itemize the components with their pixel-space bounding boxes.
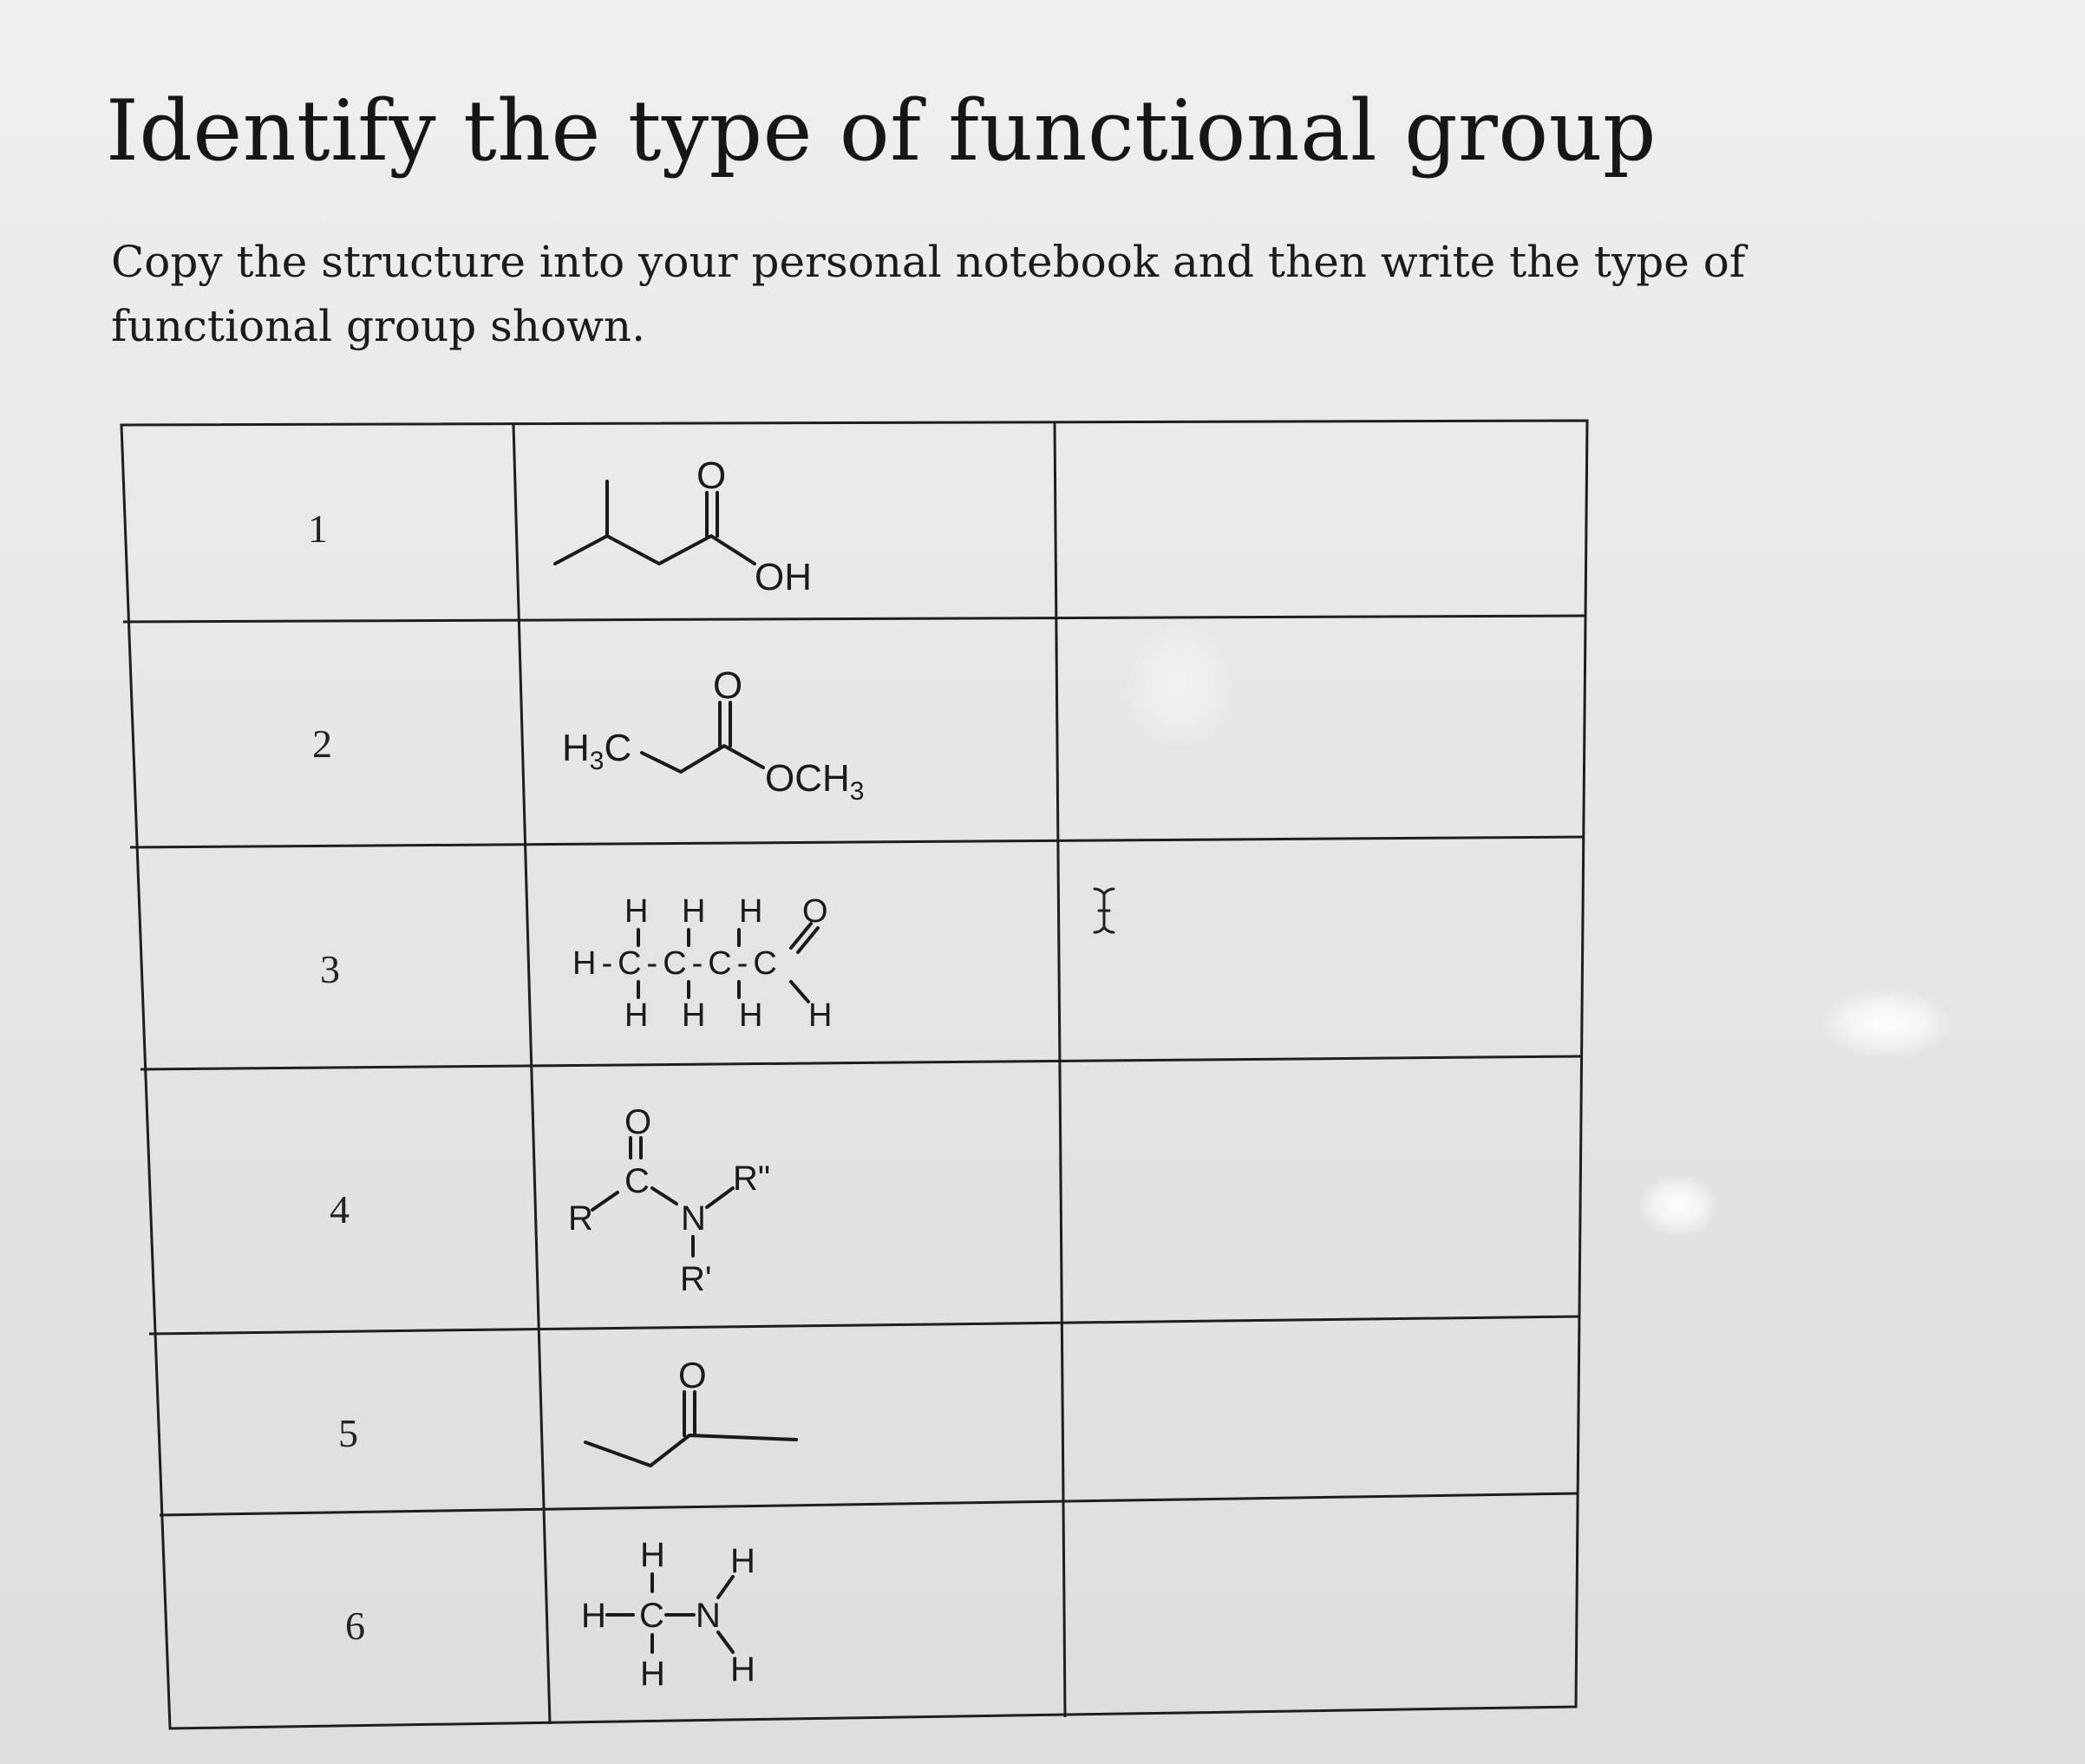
- structure-3-aldehyde: [572, 893, 832, 1034]
- answer-cell-4[interactable]: [1065, 1062, 1580, 1316]
- r-group: R: [568, 1199, 593, 1238]
- bottom-hydrogens: H H H: [624, 997, 775, 1034]
- structure-2-ester: [562, 664, 864, 806]
- oxygen-label: O: [713, 664, 743, 707]
- methyl-label: $H_3C$: [562, 727, 632, 775]
- answer-cell-3[interactable]: [1063, 841, 1580, 1056]
- oxygen-label: O: [624, 1103, 652, 1141]
- r-double-prime-group: R": [733, 1160, 771, 1198]
- answer-cell-1[interactable]: [1060, 427, 1584, 616]
- left-hydrogen: H: [581, 1597, 606, 1635]
- row-number: 6: [345, 1604, 365, 1648]
- answer-cell-2[interactable]: [1062, 620, 1582, 837]
- answer-cell-5[interactable]: [1067, 1322, 1578, 1493]
- row-number: 2: [312, 722, 332, 766]
- structure-5-ketone: [585, 1355, 796, 1466]
- top-hydrogen: H: [640, 1536, 665, 1574]
- row-number: 3: [320, 947, 340, 991]
- nitrogen-label: N: [681, 1199, 706, 1238]
- n-bottom-hydrogen: H: [730, 1650, 755, 1689]
- n-top-hydrogen: H: [730, 1542, 755, 1580]
- row-number: 1: [308, 506, 328, 551]
- bottom-hydrogen: H: [640, 1655, 665, 1693]
- structure-4-amide: [568, 1103, 770, 1298]
- answer-cell-6[interactable]: [1069, 1499, 1577, 1711]
- oxygen-label: O: [802, 893, 828, 930]
- oxygen-label: O: [678, 1355, 707, 1395]
- r-prime-group: R': [680, 1260, 712, 1298]
- aldehyde-hydrogen: H: [808, 997, 833, 1034]
- carbon-chain: H-C-C-C-C: [572, 945, 782, 982]
- row-number: 5: [338, 1411, 358, 1455]
- nitrogen-label: N: [696, 1597, 721, 1635]
- oxygen-label: O: [696, 454, 727, 497]
- hydroxyl-label: OH: [755, 556, 812, 598]
- instructions-text: Copy the structure into your personal notebook and then write the type of functional group shown.: [111, 237, 1746, 351]
- i-beam-cursor-icon: [1091, 886, 1117, 935]
- structure-1-carboxylic-acid: [555, 454, 812, 598]
- carbonyl-carbon: C: [624, 1162, 650, 1200]
- top-hydrogens: H H H: [624, 893, 775, 930]
- carbon-label: C: [639, 1597, 664, 1635]
- methoxy-label: $OCH_3$: [765, 757, 865, 806]
- structure-6-amine: [581, 1536, 755, 1693]
- page-title: Identify the type of functional group: [106, 82, 1657, 180]
- row-number: 4: [330, 1187, 350, 1232]
